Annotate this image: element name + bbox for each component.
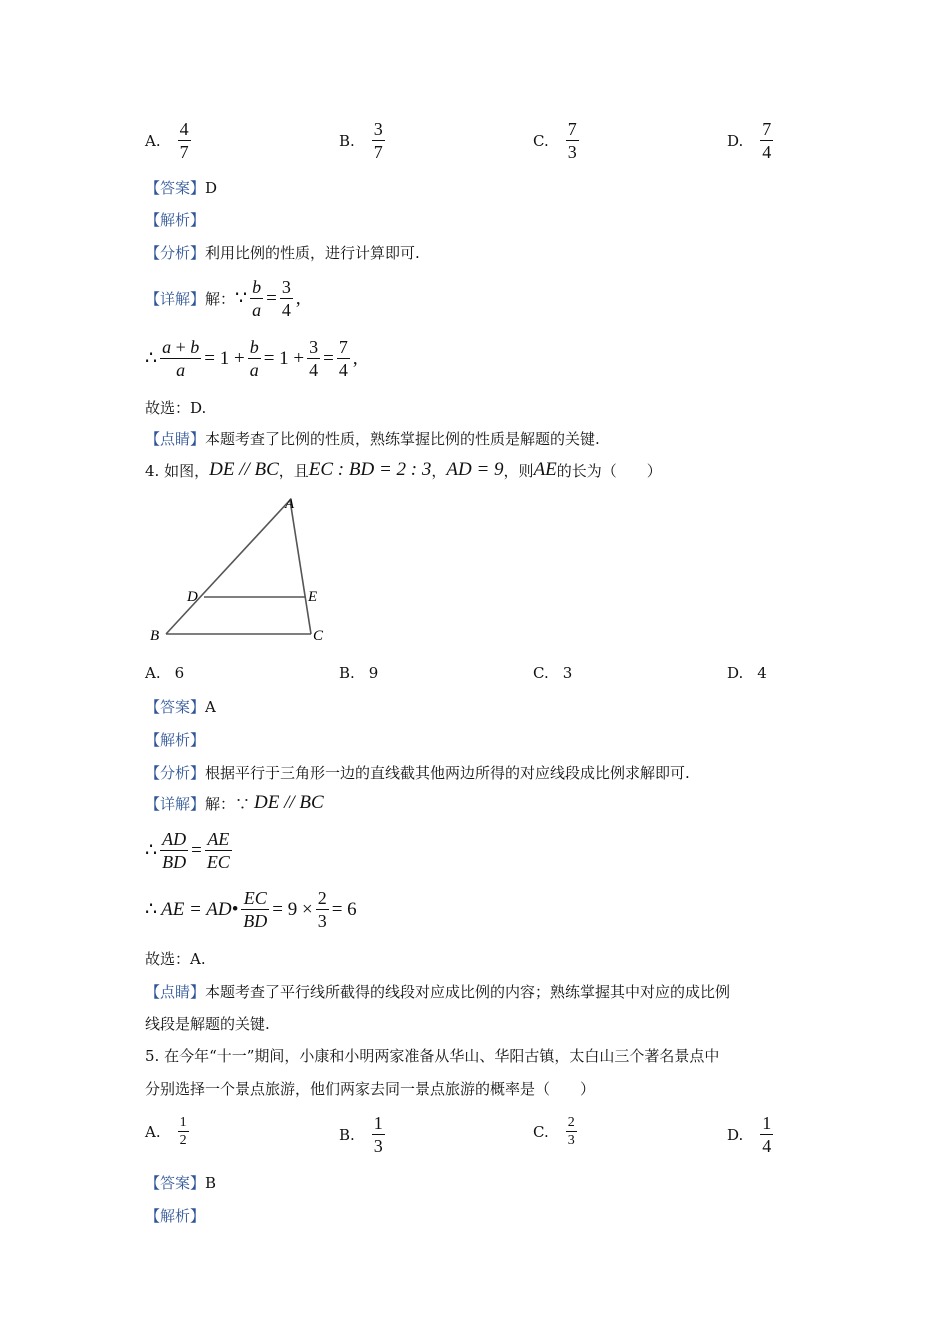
label-c: C xyxy=(313,628,324,644)
fraction-7-4: $\frac{7}{4}$ xyxy=(338,337,348,380)
fraction-ae-ec xyxy=(205,828,232,873)
numerator: 1 xyxy=(179,1115,187,1130)
fraction xyxy=(178,1114,189,1149)
q4-conclusion: 故选：A. xyxy=(145,950,206,968)
q3-answer xyxy=(145,177,217,198)
label-d: D xyxy=(187,589,198,605)
numerator: 3 xyxy=(373,119,383,139)
q3-option-c xyxy=(533,118,582,163)
answer-value: B xyxy=(205,1174,217,1192)
dianjing-tag: 【点睛】 xyxy=(145,430,206,448)
xiangjie-tag: 【详解】 xyxy=(145,290,206,308)
because-symbol: ∵ xyxy=(235,288,248,309)
q5-option-c xyxy=(533,1114,580,1149)
fraction-b-over-a: $\frac{b}{a}$ xyxy=(252,277,262,320)
q5-option-d xyxy=(727,1112,776,1157)
fenxi-tag: 【分析】 xyxy=(145,764,206,782)
label-e: E xyxy=(308,589,318,605)
q4-dianjing-cont: 线段是解题的关键. xyxy=(145,1015,270,1033)
therefore-symbol: ∴ xyxy=(145,840,158,861)
numerator: 7 xyxy=(762,119,772,139)
answer-tag: 【答案】 xyxy=(145,698,206,716)
denominator: BD xyxy=(243,911,268,931)
stem-text: ，则 xyxy=(503,461,534,480)
option-label: B. xyxy=(339,131,355,150)
fraction-2-3 xyxy=(316,887,329,932)
q5-option-a xyxy=(145,1114,192,1149)
q3-option-b xyxy=(339,118,388,163)
fenxi-text: 根据平行于三角形一边的直线截其他两边所得的对应线段成比例求解即可. xyxy=(205,764,690,782)
fraction xyxy=(178,118,191,163)
math-lhs: AE = AD• xyxy=(161,898,239,920)
math-ad: AD = 9 xyxy=(446,459,504,480)
analysis-tag: 【解析】 xyxy=(145,731,206,749)
q3-fenxi xyxy=(145,242,420,263)
fraction xyxy=(372,1112,385,1157)
denominator: 4 xyxy=(762,142,772,162)
fraction-ec-bd xyxy=(241,887,269,932)
stem-text: ，且 xyxy=(278,461,309,480)
option-label: A. xyxy=(145,1122,161,1141)
denominator: 7 xyxy=(373,142,383,162)
dianjing-tag: 【点睛】 xyxy=(145,983,206,1001)
option-label: D. xyxy=(727,664,744,682)
answer-value: D xyxy=(205,179,218,197)
q4-xiangjie xyxy=(145,792,324,814)
triangle-figure xyxy=(140,492,340,652)
option-label: D. xyxy=(727,1125,744,1144)
answer-tag: 【答案】 xyxy=(145,1174,206,1192)
dianjing-text: 本题考查了平行线所截得的线段对应成比例的内容；熟练掌握其中对应的成比例 xyxy=(205,983,731,1001)
equals-sign: = xyxy=(266,287,277,309)
q5-analysis-heading xyxy=(145,1205,205,1226)
denominator: 2 xyxy=(179,1133,187,1148)
q3-option-d xyxy=(727,118,776,163)
numerator: 2 xyxy=(567,1115,575,1130)
answer-tag: 【答案】 xyxy=(145,179,206,197)
q3-option-a xyxy=(145,118,194,163)
fraction-b-over-a: $\frac{b}{a}$ xyxy=(249,337,259,380)
q3-dianjing xyxy=(145,428,600,449)
therefore-symbol: ∴ xyxy=(145,899,158,920)
q3-conclusion: 故选：D. xyxy=(145,399,207,417)
analysis-tag: 【解析】 xyxy=(145,1207,206,1225)
denominator: 3 xyxy=(373,1136,383,1156)
option-text: 3 xyxy=(562,664,573,682)
stem-text: 4. 如图， xyxy=(145,461,210,480)
denominator: EC xyxy=(206,852,230,872)
q3-computation: ∴ $\frac{a + b}{a}$ = 1 + $\frac{b}{a}$ = 1 + $\frac{3}{4}$ = $\frac{7}{4}$ , xyxy=(145,337,358,380)
denominator: BD xyxy=(162,852,187,872)
math-ae: AE xyxy=(533,459,557,480)
q4-option-a xyxy=(145,664,184,682)
fenxi-tag: 【分析】 xyxy=(145,244,206,262)
analysis-tag: 【解析】 xyxy=(145,211,206,229)
q4-analysis-heading xyxy=(145,729,205,750)
option-label: D. xyxy=(727,131,744,150)
q4-option-d xyxy=(727,664,767,682)
fraction xyxy=(760,118,773,163)
therefore-symbol: ∴ xyxy=(145,348,158,369)
math-mid: = 9 × xyxy=(272,898,313,920)
q4-stem xyxy=(145,459,662,481)
fraction-3-4: $\frac{3}{4}$ xyxy=(281,277,291,320)
fraction-ad-bd xyxy=(160,828,188,873)
denominator: 3 xyxy=(317,911,327,931)
fraction xyxy=(566,118,579,163)
numerator: 7 xyxy=(567,119,577,139)
q4-step2 xyxy=(145,887,357,932)
q5-stem-line2: 分别选择一个景点旅游，他们两家去同一景点旅游的概率是（ ） xyxy=(145,1080,596,1098)
numerator: 4 xyxy=(179,119,189,139)
q4-dianjing xyxy=(145,981,730,1002)
denominator: 7 xyxy=(179,142,189,162)
stem-text: 的长为（ ） xyxy=(556,461,662,480)
fraction-a-plus-b-over-a: $\frac{a + b}{a}$ xyxy=(162,337,200,380)
math-de-parallel-bc: DE // BC xyxy=(254,792,324,813)
label-a: A xyxy=(285,496,295,512)
dianjing-text: 本题考查了比例的性质，熟练掌握比例的性质是解题的关键. xyxy=(205,430,600,448)
option-label: A. xyxy=(145,131,161,150)
q4-option-b xyxy=(339,664,378,682)
answer-value: A xyxy=(205,698,216,716)
q4-answer xyxy=(145,696,216,717)
xiangjie-tag: 【详解】 xyxy=(145,794,206,813)
xiangjie-prefix: 解：∵ xyxy=(205,794,251,813)
numerator: AD xyxy=(162,829,187,849)
math-de-parallel-bc: DE // BC xyxy=(209,459,279,480)
q3-analysis-heading xyxy=(145,209,205,230)
option-label: A. xyxy=(145,664,161,682)
q5-option-b xyxy=(339,1112,388,1157)
option-label: C. xyxy=(533,131,549,150)
q5-answer xyxy=(145,1172,216,1193)
q3-xiangjie: 【详解】 解： ∵ $\frac{b}{a}$ = $\frac{3}{4}$ , xyxy=(145,277,301,320)
label-b: B xyxy=(150,628,160,644)
option-label: B. xyxy=(339,1125,355,1144)
fenxi-text: 利用比例的性质，进行计算即可. xyxy=(205,244,420,262)
fraction xyxy=(760,1112,773,1157)
numerator: 2 xyxy=(317,888,327,908)
q5-stem-line1: 5. 在今年“十一”期间，小康和小明两家准备从华山、华阳古镇，太白山三个著名景点中 xyxy=(145,1047,720,1065)
numerator: AE xyxy=(207,829,230,849)
math-ratio: EC : BD = 2 : 3 xyxy=(308,459,432,480)
numerator: EC xyxy=(243,888,267,908)
stem-text: ， xyxy=(431,461,447,480)
denominator: 3 xyxy=(567,1133,575,1148)
q4-option-c xyxy=(533,664,572,682)
xiangjie-prefix: 解： xyxy=(205,290,236,308)
option-label: C. xyxy=(533,1122,549,1141)
denominator: 4 xyxy=(762,1136,772,1156)
fraction xyxy=(566,1114,577,1149)
option-label: C. xyxy=(533,664,549,682)
denominator: 3 xyxy=(567,142,577,162)
option-text: 6 xyxy=(174,664,185,682)
q4-step1: ∴ $\frac{AD}{BD}$ = $\frac{AE}{EC}$ xyxy=(145,829,230,872)
math-result: = 6 xyxy=(331,898,357,920)
option-label: B. xyxy=(339,664,355,682)
q4-fenxi xyxy=(145,762,690,783)
numerator: 1 xyxy=(373,1113,383,1133)
fraction-3-4: $\frac{3}{4}$ xyxy=(309,337,319,380)
fraction xyxy=(372,118,385,163)
option-text: 4 xyxy=(757,664,767,682)
option-text: 9 xyxy=(368,664,379,682)
numerator: 1 xyxy=(762,1113,772,1133)
